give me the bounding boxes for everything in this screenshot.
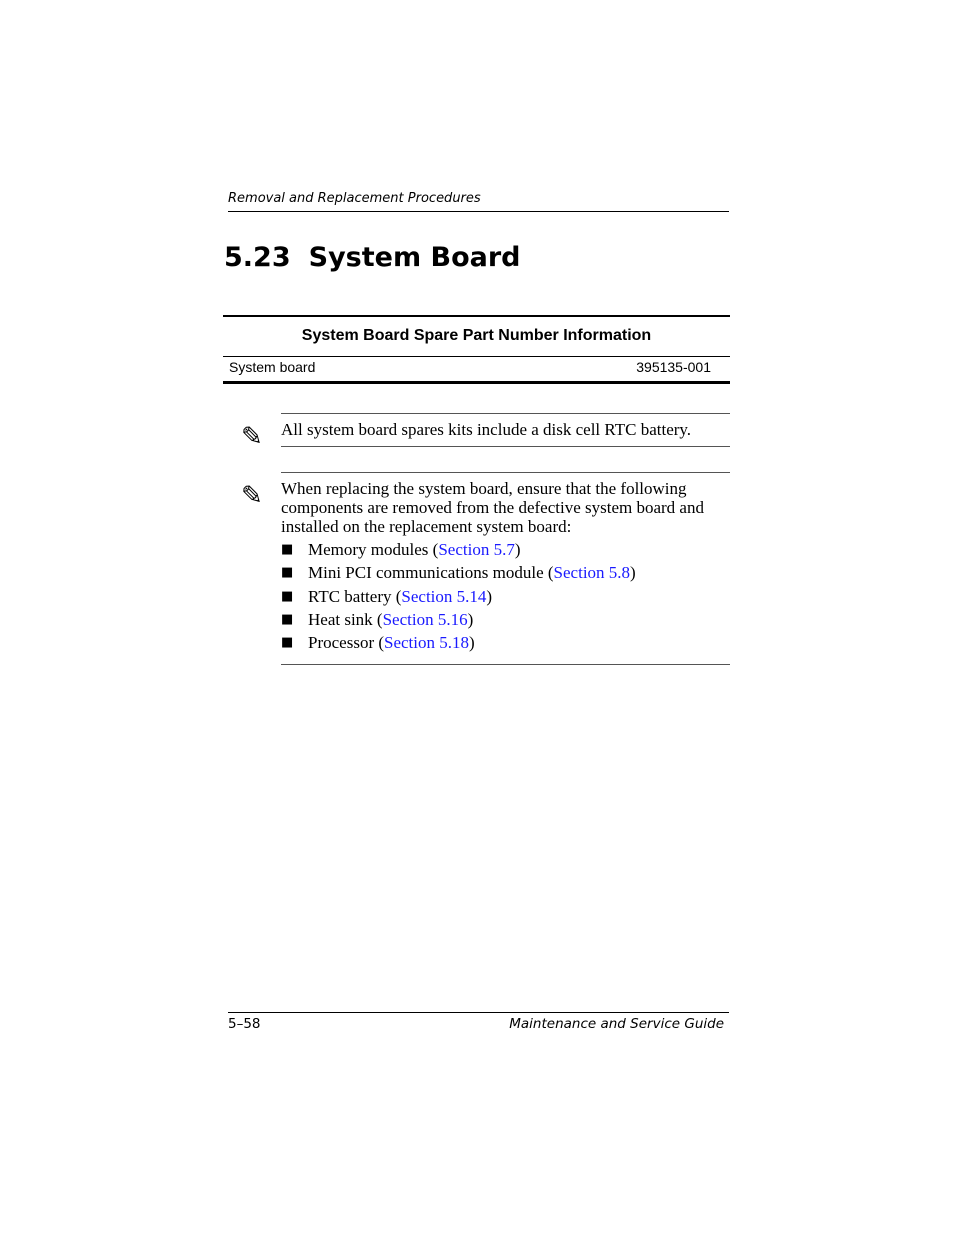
list-item: ■ Processor (Section 5.18) <box>281 632 730 655</box>
note-text: All system board spares kits include a disk cell RTC battery. <box>281 420 692 439</box>
part-number: 395135-001 <box>636 359 711 375</box>
section-title <box>224 240 521 276</box>
page-number: 5–58 <box>228 1016 261 1032</box>
square-bullet-icon: ■ <box>281 542 294 557</box>
square-bullet-icon: ■ <box>281 635 294 651</box>
guide-title: Maintenance and Service Guide <box>509 1016 724 1032</box>
table-row <box>223 357 730 381</box>
running-head: Removal and Replacement Procedures <box>228 191 729 212</box>
part-description: System board <box>229 359 316 375</box>
spare-part-table <box>223 315 730 384</box>
square-bullet-icon: ■ <box>281 565 294 581</box>
list-item: ■ Memory modules (Section 5.7) <box>281 539 730 562</box>
square-bullet-icon: ■ <box>281 611 294 627</box>
pencil-note-icon: ✎ <box>241 481 263 511</box>
note-text: When replacing the system board, ensure that the following components are removed from the defective system board and installed on the replacement system board: <box>281 479 704 536</box>
note-top-rule <box>281 413 730 414</box>
spare-part-table-header: System Board Spare Part Number Information <box>223 317 730 357</box>
section-link[interactable]: Section 5.18 <box>384 633 470 653</box>
component-list <box>281 539 730 655</box>
section-title-text: System Board <box>308 242 521 273</box>
list-item: ■ Heat sink (Section 5.16) <box>281 609 730 632</box>
note-bottom-rule <box>281 446 730 447</box>
section-link[interactable]: Section 5.8 <box>553 563 631 583</box>
section-link[interactable]: Section 5.16 <box>382 609 468 629</box>
list-item: ■ RTC battery (Section 5.14) <box>281 586 730 609</box>
note-top-rule <box>281 472 730 473</box>
section-number: 5.23 <box>224 242 291 273</box>
page-footer <box>228 1012 729 1033</box>
section-link[interactable]: Section 5.14 <box>401 586 487 606</box>
pencil-note-icon: ✎ <box>241 422 263 452</box>
square-bullet-icon: ■ <box>281 588 294 604</box>
list-item: ■ Mini PCI communications module (Section 5.8) <box>281 562 730 585</box>
section-link[interactable]: Section 5.7 <box>438 540 515 559</box>
note-bottom-rule <box>281 664 730 665</box>
